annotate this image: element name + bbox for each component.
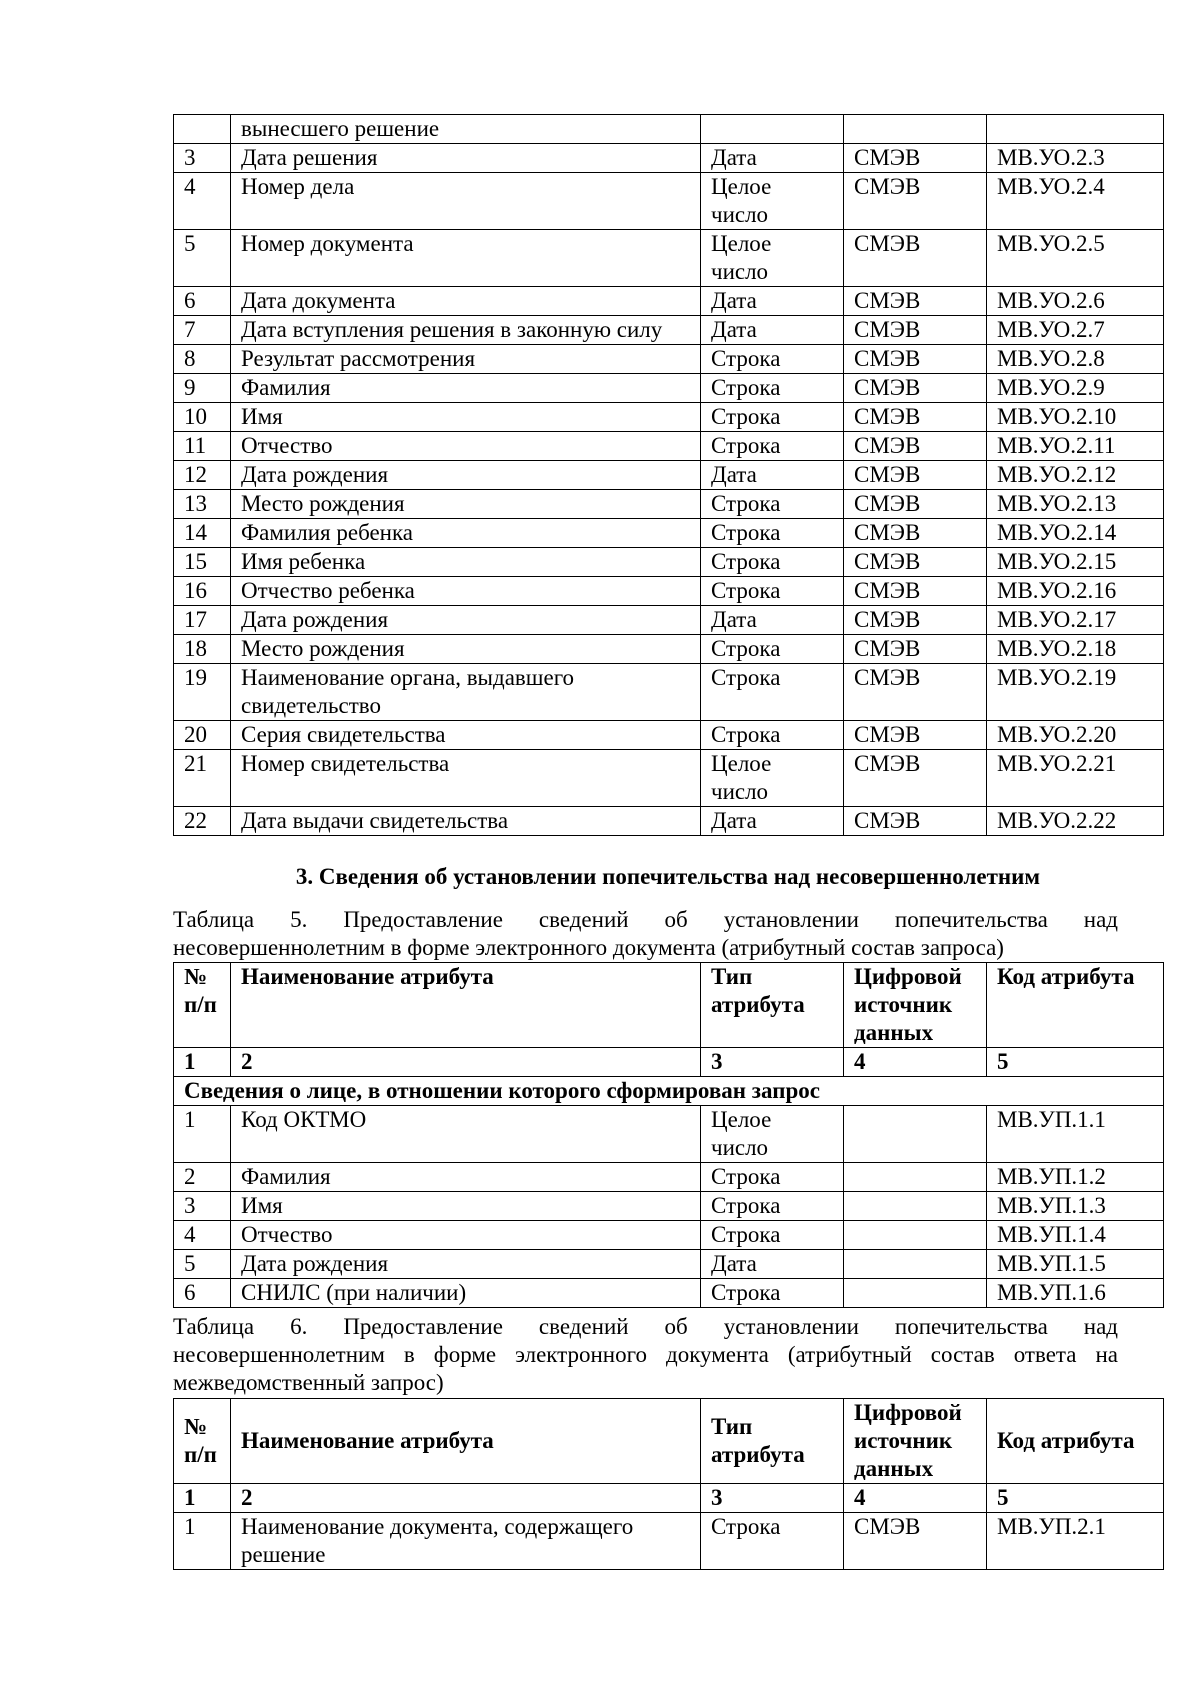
cell-num: 14 <box>174 519 231 548</box>
index-cell: 1 <box>174 1484 231 1513</box>
cell-code: МВ.УО.2.8 <box>987 345 1164 374</box>
header-name: Наименование атрибута <box>231 963 701 1048</box>
cell-name: Код ОКТМО <box>231 1106 701 1163</box>
cell-type: Строка <box>701 1221 844 1250</box>
table-row <box>174 1279 1164 1308</box>
cell-type: Целое число <box>701 230 844 287</box>
header-code: Код атрибута <box>987 1399 1164 1484</box>
cell-type: Строка <box>701 721 844 750</box>
cell-num: 5 <box>174 230 231 287</box>
cell-code: МВ.УП.1.3 <box>987 1192 1164 1221</box>
cell-code: МВ.УО.2.3 <box>987 144 1164 173</box>
cell-name: Фамилия ребенка <box>231 519 701 548</box>
cell-source: СМЭВ <box>844 577 987 606</box>
table-row <box>174 635 1164 664</box>
table-header-row <box>174 963 1164 1048</box>
index-cell: 2 <box>231 1048 701 1077</box>
header-type: Тип атрибута <box>701 1399 844 1484</box>
cell-name: Отчество <box>231 432 701 461</box>
table-row <box>174 1221 1164 1250</box>
cell-name: СНИЛС (при наличии) <box>231 1279 701 1308</box>
cell-name: Имя <box>231 403 701 432</box>
cell-num: 20 <box>174 721 231 750</box>
section-row-label: Сведения о лице, в отношении которого сформирован запрос <box>174 1077 1164 1106</box>
cell-source: СМЭВ <box>844 490 987 519</box>
cell-num: 1 <box>174 1106 231 1163</box>
column-index-row <box>174 1048 1164 1077</box>
cell-name: Фамилия <box>231 374 701 403</box>
cell-num: 3 <box>174 1192 231 1221</box>
cell-num: 2 <box>174 1163 231 1192</box>
cell-name: Дата выдачи свидетельства <box>231 807 701 836</box>
cell-type: Дата <box>701 316 844 345</box>
table-row <box>174 1163 1164 1192</box>
cell-type: Дата <box>701 807 844 836</box>
index-cell: 1 <box>174 1048 231 1077</box>
cell-num: 21 <box>174 750 231 807</box>
cell-num: 13 <box>174 490 231 519</box>
cell-num: 11 <box>174 432 231 461</box>
column-index-row <box>174 1484 1164 1513</box>
cell-num: 1 <box>174 1513 231 1570</box>
cell-code: МВ.УО.2.6 <box>987 287 1164 316</box>
cell-type: Строка <box>701 374 844 403</box>
table-row <box>174 432 1164 461</box>
cell-code <box>987 115 1164 144</box>
cell-name: Дата документа <box>231 287 701 316</box>
cell-code: МВ.УП.1.5 <box>987 1250 1164 1279</box>
cell-name: Дата рождения <box>231 1250 701 1279</box>
cell-type: Целое число <box>701 750 844 807</box>
cell-num: 7 <box>174 316 231 345</box>
header-source: Цифровой источник данных <box>844 963 987 1048</box>
cell-source: СМЭВ <box>844 750 987 807</box>
cell-type: Строка <box>701 490 844 519</box>
cell-source: СМЭВ <box>844 1513 987 1570</box>
table-row <box>174 287 1164 316</box>
cell-num: 4 <box>174 1221 231 1250</box>
cell-type: Дата <box>701 1250 844 1279</box>
cell-name: Имя ребенка <box>231 548 701 577</box>
cell-type: Строка <box>701 664 844 721</box>
cell-type: Строка <box>701 432 844 461</box>
table-header-row <box>174 1399 1164 1484</box>
cell-source: СМЭВ <box>844 721 987 750</box>
cell-source: СМЭВ <box>844 144 987 173</box>
cell-type: Строка <box>701 548 844 577</box>
cell-num: 9 <box>174 374 231 403</box>
table-row <box>174 144 1164 173</box>
table-row <box>174 173 1164 230</box>
cell-type: Строка <box>701 635 844 664</box>
cell-code: МВ.УО.2.7 <box>987 316 1164 345</box>
cell-name: Отчество <box>231 1221 701 1250</box>
table-row <box>174 1192 1164 1221</box>
cell-code: МВ.УО.2.15 <box>987 548 1164 577</box>
cell-type: Строка <box>701 1279 844 1308</box>
cell-num: 6 <box>174 287 231 316</box>
cell-code: МВ.УП.1.1 <box>987 1106 1164 1163</box>
table-row <box>174 664 1164 721</box>
section-3-heading: 3. Сведения об установлении попечительства над несовершеннолетним <box>295 864 1041 889</box>
cell-source <box>844 1221 987 1250</box>
cell-name: вынесшего решение <box>231 115 701 144</box>
cell-type: Строка <box>701 519 844 548</box>
cell-num: 4 <box>174 173 231 230</box>
table-row <box>174 345 1164 374</box>
index-cell: 4 <box>844 1484 987 1513</box>
cell-source: СМЭВ <box>844 403 987 432</box>
cell-source <box>844 1250 987 1279</box>
index-cell: 5 <box>987 1048 1164 1077</box>
cell-source <box>844 115 987 144</box>
table-5 <box>173 962 1164 1308</box>
cell-type: Дата <box>701 461 844 490</box>
cell-source: СМЭВ <box>844 519 987 548</box>
cell-code: МВ.УО.2.10 <box>987 403 1164 432</box>
cell-source: СМЭВ <box>844 664 987 721</box>
cell-code: МВ.УО.2.22 <box>987 807 1164 836</box>
cell-type: Строка <box>701 345 844 374</box>
cell-name: Дата решения <box>231 144 701 173</box>
table-row <box>174 721 1164 750</box>
table-row <box>174 1250 1164 1279</box>
cell-code: МВ.УО.2.19 <box>987 664 1164 721</box>
table-row <box>174 1106 1164 1163</box>
table-row <box>174 807 1164 836</box>
cell-source: СМЭВ <box>844 807 987 836</box>
cell-source <box>844 1192 987 1221</box>
cell-code: МВ.УО.2.18 <box>987 635 1164 664</box>
cell-code: МВ.УП.1.6 <box>987 1279 1164 1308</box>
cell-type: Дата <box>701 144 844 173</box>
cell-name: Место рождения <box>231 490 701 519</box>
cell-source: СМЭВ <box>844 461 987 490</box>
cell-num: 19 <box>174 664 231 721</box>
cell-code: МВ.УО.2.11 <box>987 432 1164 461</box>
cell-name: Место рождения <box>231 635 701 664</box>
table-row <box>174 115 1164 144</box>
table-row <box>174 403 1164 432</box>
cell-num: 22 <box>174 807 231 836</box>
header-code: Код атрибута <box>987 963 1164 1048</box>
cell-name: Дата рождения <box>231 606 701 635</box>
cell-source: СМЭВ <box>844 173 987 230</box>
table-4-continuation <box>173 114 1164 836</box>
cell-code: МВ.УП.1.4 <box>987 1221 1164 1250</box>
cell-code: МВ.УО.2.17 <box>987 606 1164 635</box>
table-6 <box>173 1398 1164 1570</box>
cell-source <box>844 1163 987 1192</box>
cell-type: Строка <box>701 403 844 432</box>
index-cell: 5 <box>987 1484 1164 1513</box>
cell-source: СМЭВ <box>844 548 987 577</box>
cell-name: Дата вступления решения в законную силу <box>231 316 701 345</box>
cell-num <box>174 115 231 144</box>
table-row <box>174 461 1164 490</box>
cell-code: МВ.УО.2.4 <box>987 173 1164 230</box>
cell-code: МВ.УП.2.1 <box>987 1513 1164 1570</box>
cell-type: Дата <box>701 606 844 635</box>
header-source: Цифровой источник данных <box>844 1399 987 1484</box>
cell-code: МВ.УО.2.9 <box>987 374 1164 403</box>
cell-name: Серия свидетельства <box>231 721 701 750</box>
index-cell: 2 <box>231 1484 701 1513</box>
cell-type: Дата <box>701 287 844 316</box>
cell-code: МВ.УО.2.20 <box>987 721 1164 750</box>
table-row <box>174 316 1164 345</box>
cell-num: 12 <box>174 461 231 490</box>
cell-source: СМЭВ <box>844 635 987 664</box>
cell-code: МВ.УО.2.12 <box>987 461 1164 490</box>
cell-source <box>844 1279 987 1308</box>
table-row <box>174 519 1164 548</box>
cell-type: Строка <box>701 1513 844 1570</box>
cell-code: МВ.УО.2.21 <box>987 750 1164 807</box>
cell-name: Имя <box>231 1192 701 1221</box>
cell-name: Наименование органа, выдавшего свидетельство <box>231 664 701 721</box>
cell-source: СМЭВ <box>844 374 987 403</box>
cell-num: 5 <box>174 1250 231 1279</box>
header-num: № п/п <box>174 1399 231 1484</box>
cell-source: СМЭВ <box>844 230 987 287</box>
header-num: № п/п <box>174 963 231 1048</box>
cell-name: Дата рождения <box>231 461 701 490</box>
cell-num: 10 <box>174 403 231 432</box>
table-row <box>174 750 1164 807</box>
cell-code: МВ.УО.2.14 <box>987 519 1164 548</box>
cell-name: Номер документа <box>231 230 701 287</box>
table-row <box>174 606 1164 635</box>
table-6-caption: Таблица 6. Предоставление сведений об установлении попечительства над несовершеннолетним в форме электронного документа (атрибутный состав ответа на межведомственный запрос) <box>173 1314 1118 1395</box>
cell-type: Строка <box>701 1163 844 1192</box>
cell-source: СМЭВ <box>844 316 987 345</box>
table-row <box>174 1513 1164 1570</box>
cell-type: Целое число <box>701 1106 844 1163</box>
table-row <box>174 490 1164 519</box>
cell-type: Строка <box>701 577 844 606</box>
cell-num: 6 <box>174 1279 231 1308</box>
section-row <box>174 1077 1164 1106</box>
cell-code: МВ.УО.2.5 <box>987 230 1164 287</box>
table-row <box>174 230 1164 287</box>
cell-type: Целое число <box>701 173 844 230</box>
header-name: Наименование атрибута <box>231 1399 701 1484</box>
table-row <box>174 374 1164 403</box>
cell-num: 3 <box>174 144 231 173</box>
cell-name: Наименование документа, содержащего решение <box>231 1513 701 1570</box>
cell-num: 17 <box>174 606 231 635</box>
table-5-caption: Таблица 5. Предоставление сведений об установлении попечительства над несовершеннолетним в форме электронного документа (атрибутный состав запроса) <box>173 907 1118 960</box>
cell-source: СМЭВ <box>844 287 987 316</box>
index-cell: 3 <box>701 1048 844 1077</box>
cell-code: МВ.УП.1.2 <box>987 1163 1164 1192</box>
cell-source <box>844 1106 987 1163</box>
cell-type <box>701 115 844 144</box>
cell-name: Номер свидетельства <box>231 750 701 807</box>
cell-code: МВ.УО.2.13 <box>987 490 1164 519</box>
cell-type: Строка <box>701 1192 844 1221</box>
cell-source: СМЭВ <box>844 606 987 635</box>
cell-name: Номер дела <box>231 173 701 230</box>
cell-name: Фамилия <box>231 1163 701 1192</box>
cell-num: 18 <box>174 635 231 664</box>
cell-num: 16 <box>174 577 231 606</box>
index-cell: 4 <box>844 1048 987 1077</box>
cell-code: МВ.УО.2.16 <box>987 577 1164 606</box>
index-cell: 3 <box>701 1484 844 1513</box>
cell-num: 15 <box>174 548 231 577</box>
table-row <box>174 577 1164 606</box>
cell-source: СМЭВ <box>844 345 987 374</box>
cell-name: Отчество ребенка <box>231 577 701 606</box>
header-type: Тип атрибута <box>701 963 844 1048</box>
cell-name: Результат рассмотрения <box>231 345 701 374</box>
cell-source: СМЭВ <box>844 432 987 461</box>
cell-num: 8 <box>174 345 231 374</box>
table-row <box>174 548 1164 577</box>
